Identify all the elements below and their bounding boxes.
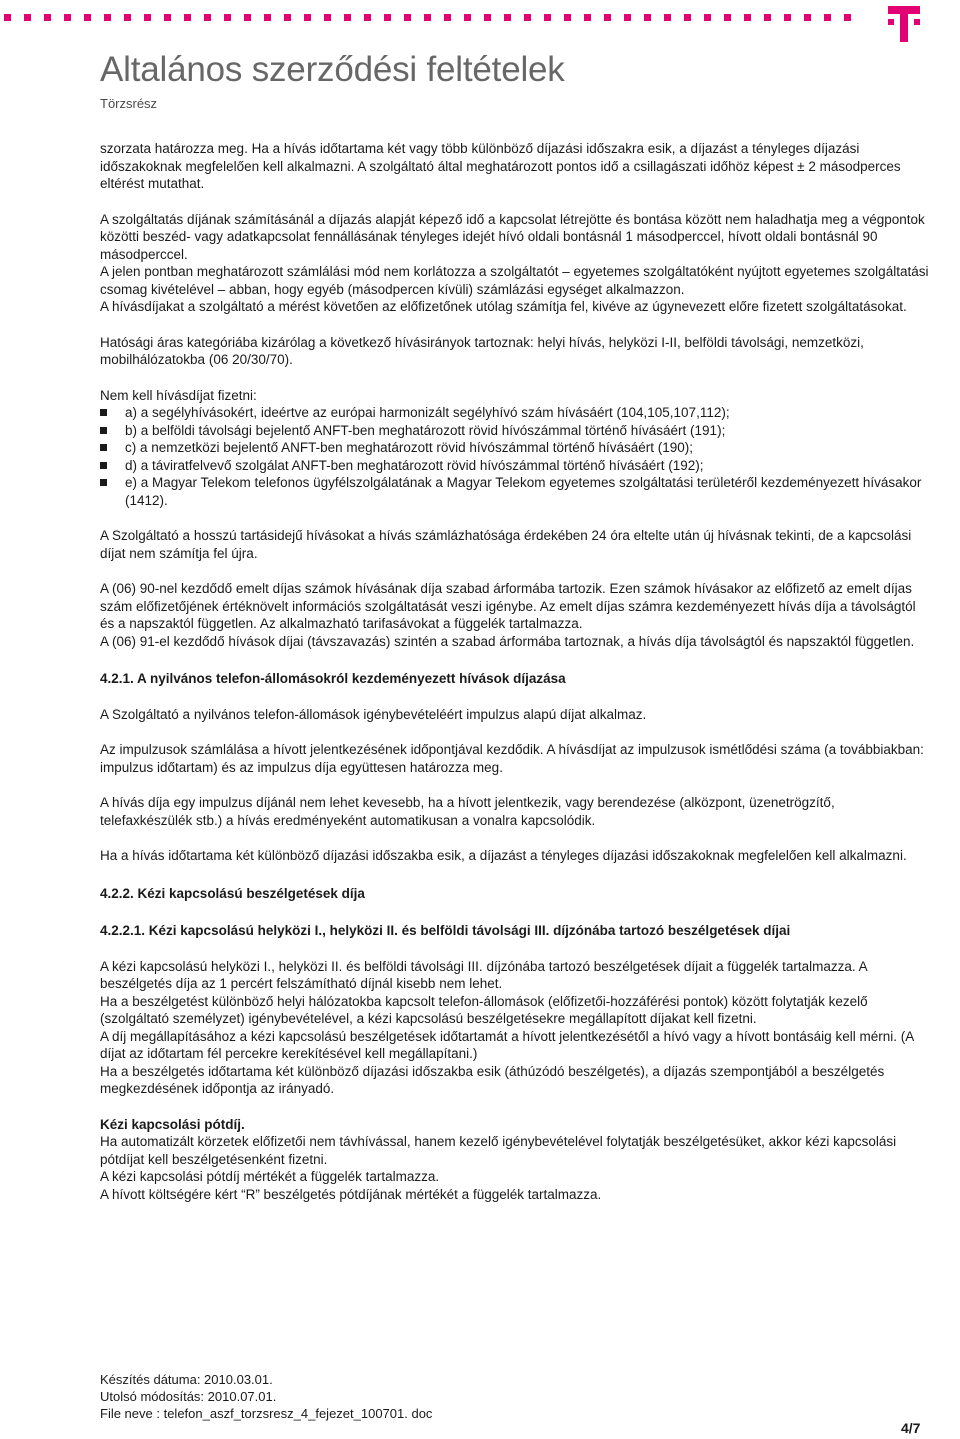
decorative-dot [104, 14, 111, 21]
decorative-dot [524, 14, 531, 21]
section-heading: Kézi kapcsolási pótdíj. [100, 1116, 245, 1132]
paragraph: A kézi kapcsolási pótdíj mértékét a függelék tartalmazza. [100, 1169, 440, 1184]
decorative-dot [844, 14, 851, 21]
paragraph: A hívás díja egy impulzus díjánál nem lehet kevesebb, ha a hívott jelentkezik, vagy berendezése (alközpont, üzenetrögzítő, telefaxkészülék stb.) a hívás eredményeként automatikusan a vonalra kapcsolódik. [100, 795, 835, 828]
decorative-dot [24, 14, 31, 21]
decorative-dot [744, 14, 751, 21]
decorative-dot [784, 14, 791, 21]
decorative-dot [264, 14, 271, 21]
decorative-dot [364, 14, 371, 21]
decorative-dot [504, 14, 511, 21]
paragraph: Nem kell hívásdíjat fizetni: [100, 387, 257, 403]
paragraph: Az impulzusok számlálása a hívott jelentkezésének időpontjával kezdődik. A hívásdíjat az impulzusok ismétlődési száma (a továbbiakban: impulzus időtartam) és az impulzus díja együttesen határozza meg. [100, 742, 924, 775]
paragraph: Ha a hívás időtartama két különböző díjazási időszakba esik, a díjazást a tényleges díjazási időszakoknak megfelelően kell alkalmazni. [100, 848, 907, 863]
decorative-dot [424, 14, 431, 21]
decorative-dot [124, 14, 131, 21]
decorative-dot [644, 14, 651, 21]
decorative-dot [704, 14, 711, 21]
section-heading: 4.2.1. A nyilvános telefon-állomásokról kezdeményezett hívások díjazása [100, 671, 566, 686]
decorative-dot [544, 14, 551, 21]
decorative-dot [384, 14, 391, 21]
paragraph: A Szolgáltató a nyilvános telefon-állomások igénybevételéért impulzus alapú díjat alkalmaz. [100, 706, 647, 722]
document-footer [100, 1371, 432, 1422]
decorative-dot [724, 14, 731, 21]
paragraph: Ha automatizált körzetek előfizetői nem távhívással, hanem kezelő igénybevételével folytatják beszélgetésüket, akkor kézi kapcsolási pótdíjat kell beszélgetésenként fizetni. [100, 1134, 897, 1167]
decorative-dot [284, 14, 291, 21]
decorative-dot [64, 14, 71, 21]
decorative-dot [224, 14, 231, 21]
decorative-dot [684, 14, 691, 21]
decorative-dot [624, 14, 631, 21]
telekom-t-logo-icon [888, 6, 920, 42]
paragraph: Hatósági áras kategóriába kizárólag a következő hívásirányok tartoznak: helyi hívás, helyközi I-II, belföldi távolsági, nemzetközi, mobilhálózatokba (06 20/30/70). [100, 334, 864, 367]
paragraph: szorzata határozza meg. Ha a hívás időtartama két vagy több különböző díjazási időszakra esik, a díjazást a tényleges díjazási időszakoknak megfelelően kell alkalmazni. A szolgáltató által meghatározott pontos idő a csillagászati időhöz képest ± 2 másodperces eltérést mutathat. [100, 141, 901, 191]
paragraph: A hívásdíjakat a szolgáltató a mérést követően az előfizetőnek utólag számítja fel, kivéve az úgynevezett előre fizetett szolgáltatásokat. [100, 299, 907, 314]
decorative-dot [344, 14, 351, 21]
page-number: 4/7 [901, 1420, 921, 1436]
page-subtitle: Törzsrész [100, 96, 158, 111]
file-name: File neve : telefon_aszf_torzsresz_4_fejezet_100701. doc [100, 1406, 433, 1421]
paragraph: Ha a beszélgetés időtartama két különböző díjazási időszakba esik (áthúzódó beszélgetés), a díjazás szempontjából a beszélgetés megkezdésének időpontja az irányadó. [100, 1063, 885, 1096]
decorative-dot [44, 14, 51, 21]
section-heading: 4.2.2.1. Kézi kapcsolású helyközi I., helyközi II. és belföldi távolsági III. díjzónába tartozó beszélgetések díjai [100, 923, 791, 938]
creation-date: Készítés dátuma: 2010.03.01. [100, 1372, 273, 1387]
decorative-dot [324, 14, 331, 21]
decorative-dot [4, 14, 11, 21]
decorative-dot [664, 14, 671, 21]
decorative-dot [144, 14, 151, 21]
bullet-square-icon [100, 409, 107, 416]
paragraph: Ha a beszélgetést különböző helyi hálózatokba kapcsolt telefon-állomások (előfizetői-hozzáférési pontok) között folytatják kezelő (szolgáltató személyzet) igénybevételével, a kézi kapcsolású beszélgetésekre megállapított díjakat kell fizetni. [100, 993, 868, 1026]
list-item: c) a nemzetközi bejelentő ANFT-ben meghatározott rövid hívószámmal történő hívásáért (190); [100, 439, 930, 457]
decorative-dot [464, 14, 471, 21]
paragraph: A Szolgáltató a hosszú tartásidejű hívásokat a hívás számlázhatósága érdekében 24 óra eltelte után új hívásnak tekinti, de a kapcsolási díjat nem számítja fel újra. [100, 528, 912, 561]
list-item: b) a belföldi távolsági bejelentő ANFT-ben meghatározott rövid hívószámmal történő hívásáért (191); [100, 422, 930, 440]
modification-date: Utolsó módosítás: 2010.07.01. [100, 1389, 277, 1404]
paragraph: A (06) 91-el kezdődő hívások díjai (távszavazás) szintén a szabad árformába tartoznak, a hívás díja távolságtól és napszaktól független. [100, 633, 915, 649]
paragraph: A hívott költségére kért “R” beszélgetés pótdíjának mértékét a függelék tartalmazza. [100, 1186, 602, 1202]
section-heading: 4.2.2. Kézi kapcsolású beszélgetések díja [100, 885, 365, 901]
decorative-dot [244, 14, 251, 21]
decorative-dot [564, 14, 571, 21]
paragraph: A szolgáltatás díjának számításánál a díjazás alapját képező idő a kapcsolat létrejötte és bontása között nem haladhatja meg a végpontok közötti beszéd- vagy adatkapcsolat fennállásának tényleges idejét hívó oldali bontásnál 1 másodperccel, hívott oldali bontásnál 90 másodperccel. [100, 211, 925, 262]
paragraph: A jelen pontban meghatározott számlálási mód nem korlátozza a szolgáltatót – egyetemes szolgáltatóként nyújtott egyetemes szolgáltatási csomag kivételével – abban, hogy egyéb (másodpercen kívüli) számlázási egységet alkalmazzon. [100, 264, 929, 297]
list-item: e) a Magyar Telekom telefonos ügyfélszolgálatának a Magyar Telekom egyetemes szolgáltatási területéről kezdeményezett hívásakor (1412). [100, 474, 930, 509]
bullet-square-icon [100, 444, 107, 451]
decorative-dot [184, 14, 191, 21]
decorative-dot [404, 14, 411, 21]
list-item: a) a segélyhívásokért, ideértve az európai harmonizált segélyhívó szám hívásáért (104,105,107,112); [100, 404, 930, 422]
bullet-square-icon [100, 462, 107, 469]
list-item: d) a táviratfelvevő szolgálat ANFT-ben meghatározott rövid hívószámmal történő hívásáért (192); [100, 457, 930, 475]
decorative-dot [204, 14, 211, 21]
paragraph: A díj megállapításához a kézi kapcsolású beszélgetések időtartamát a hívott jelentkezésétől a hívó vagy a hívott bontásáig kell mérni. (A díjat az időtartam fél percekre kerekítésével kell megállapítani.) [100, 1028, 914, 1061]
decorative-dot [764, 14, 771, 21]
decorative-dot [164, 14, 171, 21]
bullet-square-icon [100, 479, 107, 486]
decorative-dot [804, 14, 811, 21]
page-title: Altalános szerződési feltételek [100, 50, 565, 89]
exemption-list [100, 404, 930, 509]
decorative-dot [604, 14, 611, 21]
paragraph: A (06) 90-nel kezdődő emelt díjas számok hívásának díja szabad árformába tartozik. Ezen számok hívásakor az előfizető az emelt díjas szám előfizetőjének értéknövelt információs szolgáltatását veszi igénybe. Az emelt díjas számra kezdeményezett hívás díja a távolságtól és a napszaktól független. Az alkalmazható tarifasávokat a függelék tartalmazza. [100, 581, 916, 631]
decorative-dot-row [4, 14, 864, 24]
decorative-dot [84, 14, 91, 21]
decorative-dot [484, 14, 491, 21]
paragraph: A kézi kapcsolású helyközi I., helyközi II. és belföldi távolsági III. díjzónába tartozó beszélgetések díjait a függelék tartalmazza. A beszélgetés díja az 1 percért felszámítható díjnál kisebb nem lehet. [100, 958, 867, 991]
decorative-dot [444, 14, 451, 21]
document-body [100, 140, 930, 1203]
decorative-dot [304, 14, 311, 21]
decorative-dot [824, 14, 831, 21]
bullet-square-icon [100, 427, 107, 434]
decorative-dot [584, 14, 591, 21]
